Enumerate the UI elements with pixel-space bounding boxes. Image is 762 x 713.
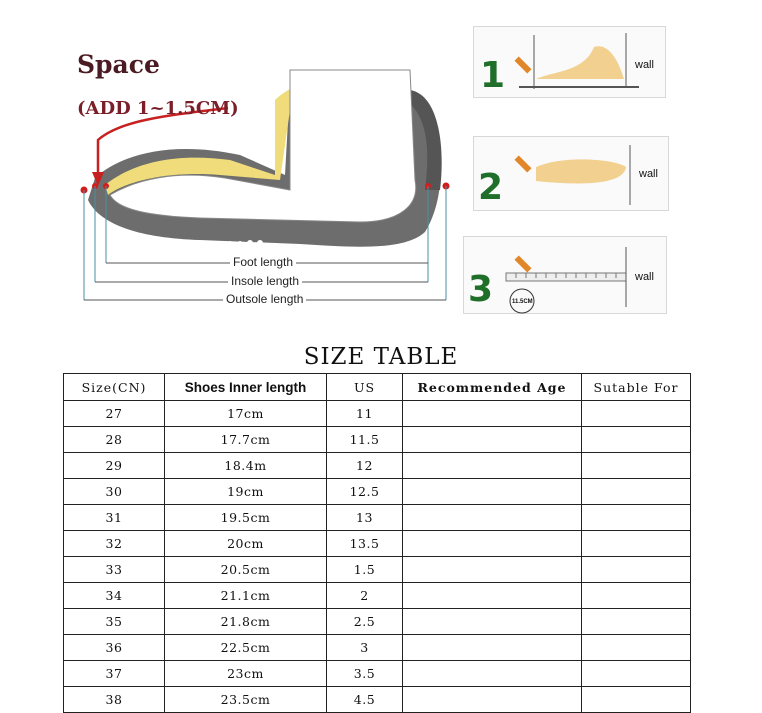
cell-size-cn: 36 [64, 635, 165, 661]
header-recommended-age: Recommended Age [403, 374, 582, 401]
svg-text:1: 1 [480, 55, 506, 96]
cell-size-cn: 34 [64, 583, 165, 609]
step-2-panel [473, 136, 669, 211]
cell-us: 3.5 [327, 661, 403, 687]
cell-us: 11 [327, 401, 403, 427]
table-row [64, 531, 691, 557]
table-row [64, 583, 691, 609]
cell-recommended-age [403, 453, 582, 479]
step-3-panel [463, 236, 667, 314]
step-2-wall-label: wall [639, 168, 658, 180]
step-3-measurement-label: 11.5CM [512, 299, 533, 305]
cell-us: 12 [327, 453, 403, 479]
table-row [64, 557, 691, 583]
cell-recommended-age [403, 557, 582, 583]
cell-suitable-for [582, 479, 691, 505]
cell-inner-length: 19cm [165, 479, 327, 505]
cell-inner-length: 17cm [165, 401, 327, 427]
cell-suitable-for [582, 401, 691, 427]
outsole-length-label: Outsole length [223, 292, 306, 306]
shoe-measurement-diagram [0, 0, 762, 330]
table-row [64, 661, 691, 687]
cell-us: 4.5 [327, 687, 403, 713]
cell-size-cn: 27 [64, 401, 165, 427]
cell-us: 2 [327, 583, 403, 609]
cell-size-cn: 32 [64, 531, 165, 557]
cell-inner-length: 18.4m [165, 453, 327, 479]
cell-size-cn: 29 [64, 453, 165, 479]
cell-recommended-age [403, 479, 582, 505]
size-table [63, 373, 691, 713]
table-row [64, 609, 691, 635]
cell-us: 12.5 [327, 479, 403, 505]
cell-suitable-for [582, 427, 691, 453]
cell-size-cn: 37 [64, 661, 165, 687]
cell-size-cn: 28 [64, 427, 165, 453]
table-row [64, 479, 691, 505]
header-inner-length: Shoes Inner length [165, 374, 327, 401]
cell-suitable-for [582, 583, 691, 609]
cell-inner-length: 23.5cm [165, 687, 327, 713]
cell-recommended-age [403, 531, 582, 557]
table-row [64, 635, 691, 661]
cell-size-cn: 30 [64, 479, 165, 505]
cell-inner-length: 20.5cm [165, 557, 327, 583]
step-1-wall-label: wall [635, 59, 654, 71]
cell-us: 13 [327, 505, 403, 531]
table-row [64, 505, 691, 531]
cell-inner-length: 19.5cm [165, 505, 327, 531]
cell-us: 1.5 [327, 557, 403, 583]
step-1-panel [473, 26, 666, 98]
cell-inner-length: 21.1cm [165, 583, 327, 609]
cell-suitable-for [582, 453, 691, 479]
header-size-cn: Size(CN) [64, 374, 165, 401]
shoe-cross-section-illustration [0, 0, 460, 320]
cell-recommended-age [403, 609, 582, 635]
size-table-header-row [64, 374, 691, 401]
table-row [64, 687, 691, 713]
header-us: US [327, 374, 403, 401]
cell-recommended-age [403, 687, 582, 713]
cell-suitable-for [582, 661, 691, 687]
header-suitable-for: Sutable For [582, 374, 691, 401]
cell-inner-length: 22.5cm [165, 635, 327, 661]
insole-length-label: Insole length [228, 274, 302, 288]
cell-size-cn: 35 [64, 609, 165, 635]
table-row [64, 453, 691, 479]
cell-recommended-age [403, 505, 582, 531]
table-row [64, 427, 691, 453]
cell-suitable-for [582, 505, 691, 531]
cell-recommended-age [403, 401, 582, 427]
cell-inner-length: 17.7cm [165, 427, 327, 453]
cell-us: 11.5 [327, 427, 403, 453]
cell-suitable-for [582, 687, 691, 713]
cell-suitable-for [582, 609, 691, 635]
cell-recommended-age [403, 661, 582, 687]
cell-us: 13.5 [327, 531, 403, 557]
foot-length-label: Foot length [230, 255, 296, 269]
svg-text:3: 3 [468, 269, 494, 310]
cell-size-cn: 38 [64, 687, 165, 713]
table-row [64, 401, 691, 427]
svg-text:2: 2 [478, 167, 504, 208]
step-3-wall-label: wall [635, 271, 654, 283]
cell-us: 2.5 [327, 609, 403, 635]
cell-recommended-age [403, 583, 582, 609]
cell-suitable-for [582, 531, 691, 557]
cell-size-cn: 33 [64, 557, 165, 583]
space-title: Space [77, 50, 160, 79]
cell-suitable-for [582, 635, 691, 661]
cell-recommended-age [403, 427, 582, 453]
cell-us: 3 [327, 635, 403, 661]
space-add-note: (ADD 1~1.5CM) [77, 98, 239, 119]
cell-inner-length: 20cm [165, 531, 327, 557]
size-table-title: SIZE TABLE [303, 344, 459, 370]
cell-recommended-age [403, 635, 582, 661]
cell-inner-length: 21.8cm [165, 609, 327, 635]
cell-suitable-for [582, 557, 691, 583]
cell-size-cn: 31 [64, 505, 165, 531]
cell-inner-length: 23cm [165, 661, 327, 687]
